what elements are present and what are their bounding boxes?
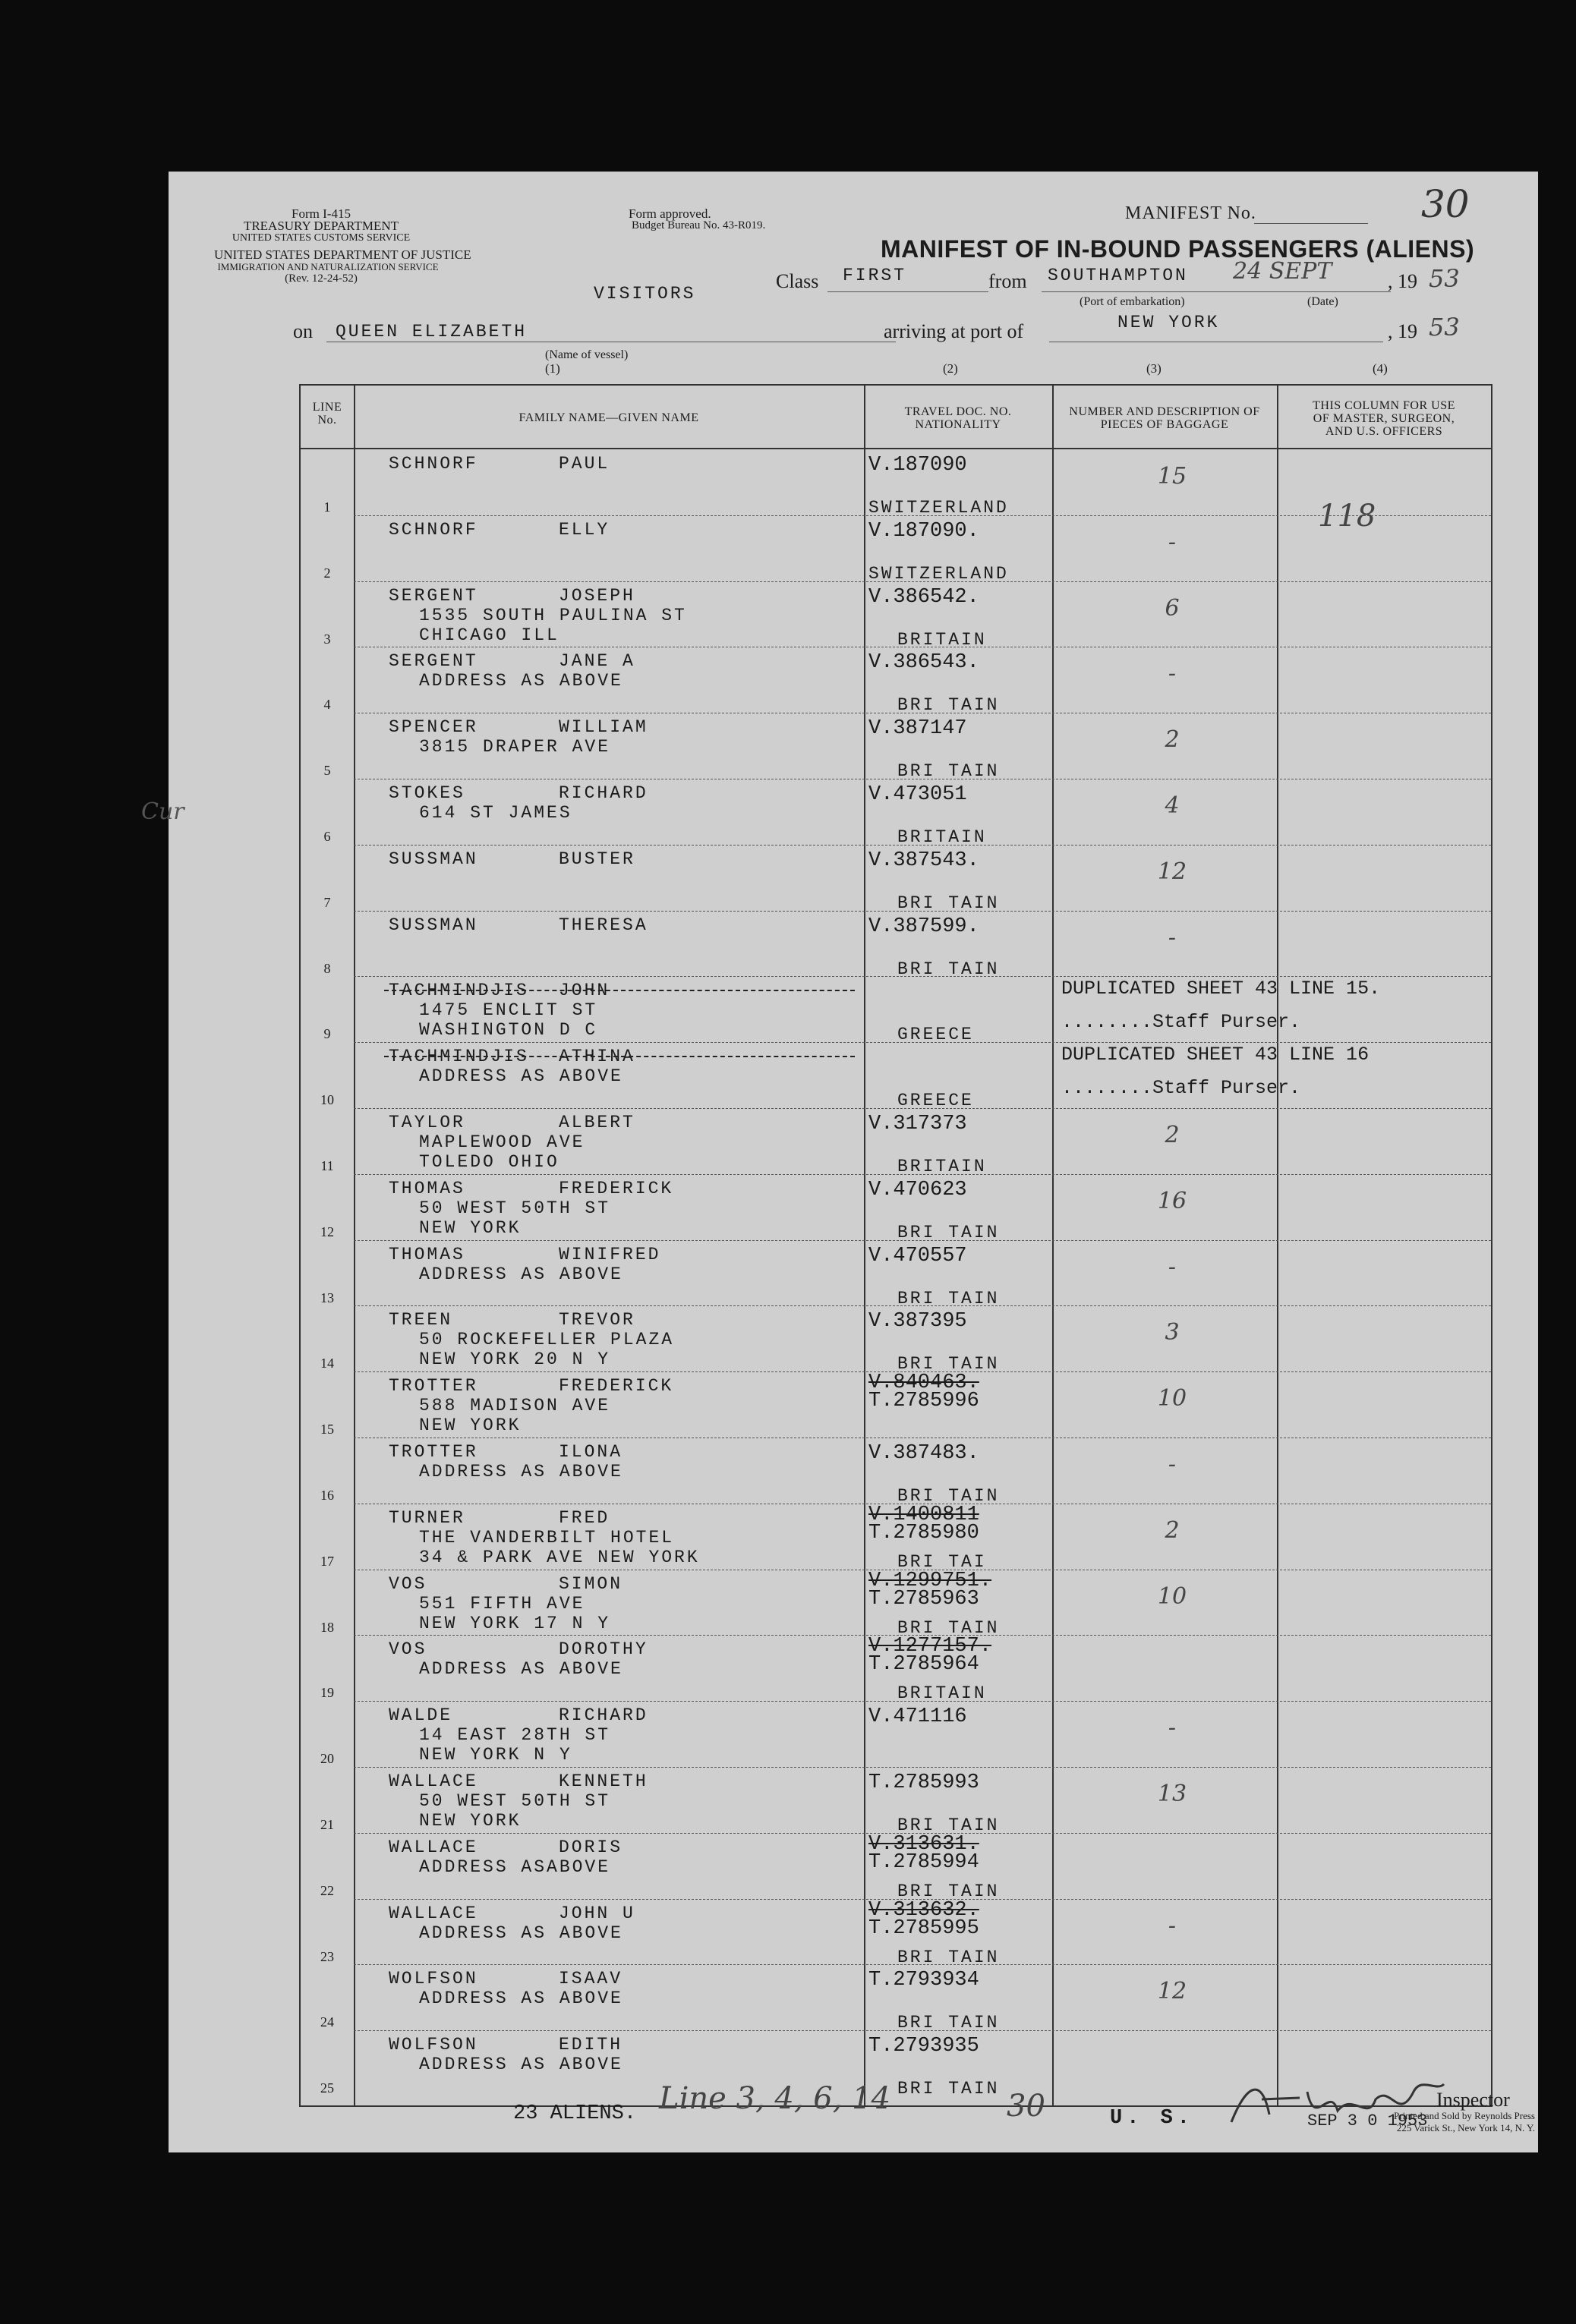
arrival-year-prefix: , 19 xyxy=(1388,320,1417,342)
dept-treasury: TREASURY DEPARTMENT xyxy=(243,219,399,233)
address-line-1: 50 ROCKEFELLER PLAZA xyxy=(419,1330,675,1350)
family-name: WOLFSON xyxy=(389,2035,478,2055)
family-name: SUSSMAN xyxy=(389,915,478,935)
given-name: BUSTER xyxy=(559,849,635,869)
nationality: BRI TAIN xyxy=(897,893,1000,913)
baggage-count: - xyxy=(1168,1912,1177,1939)
given-name: THERESA xyxy=(559,915,648,935)
line-number: 12 xyxy=(320,1223,334,1239)
address-line-1: 50 WEST 50TH ST xyxy=(419,1198,611,1218)
family-name: VOS xyxy=(389,1573,427,1594)
table-row xyxy=(301,1108,1491,1174)
travel-doc-number: T.2785964 xyxy=(868,1653,979,1677)
row-divider xyxy=(354,976,1491,977)
margin-note: Cur xyxy=(141,798,184,825)
given-name: JOHN U xyxy=(559,1903,635,1923)
form-approved: Form approved. xyxy=(629,206,711,221)
struck-doc-number: V.1299751. xyxy=(868,1569,992,1592)
travel-doc-number: V.387599. xyxy=(868,915,979,938)
baggage-count: 16 xyxy=(1157,1187,1187,1214)
arrival-port: NEW YORK xyxy=(1117,313,1220,332)
nationality: BRITAIN xyxy=(897,1157,987,1176)
family-name: WALLACE xyxy=(389,1771,478,1791)
row-divider xyxy=(354,515,1491,516)
line-number: 16 xyxy=(320,1488,334,1503)
family-name: TURNER xyxy=(389,1507,465,1528)
row-divider xyxy=(354,845,1491,846)
nationality: GREECE xyxy=(897,1091,974,1111)
header-travel-doc: TRAVEL DOC. NO. NATIONALITY xyxy=(904,405,1012,431)
family-name: SERGENT xyxy=(389,651,478,672)
line-number: 2 xyxy=(323,565,331,581)
dept-justice: UNITED STATES DEPARTMENT OF JUSTICE xyxy=(214,247,471,262)
manifest-title: MANIFEST OF IN-BOUND PASSENGERS (ALIENS) xyxy=(881,235,1475,263)
line-number: 14 xyxy=(320,1356,334,1371)
header-officers: THIS COLUMN FOR USE OF MASTER, SURGEON, AND U.S. OFFICERS xyxy=(1313,399,1455,438)
year-value: 53 xyxy=(1429,264,1460,293)
nationality: SWITZERLAND xyxy=(868,498,1009,518)
travel-doc-number: T.2785995 xyxy=(868,1916,979,1940)
vessel-caption: (Name of vessel) xyxy=(545,348,629,361)
table-row xyxy=(301,779,1491,845)
given-name: FRED xyxy=(559,1507,610,1528)
line-number: 7 xyxy=(323,894,331,910)
dept-ins: IMMIGRATION AND NATURALIZATION SERVICE xyxy=(217,261,439,272)
nationality: BRI TAIN xyxy=(897,1222,1000,1242)
arriving-label: arriving at port of xyxy=(884,320,1024,342)
nationality: BRI TAIN xyxy=(897,761,1000,782)
printer-line-2: 225 Varick St., New York 14, N. Y. xyxy=(1396,2122,1535,2133)
row-divider xyxy=(354,1767,1491,1768)
baggage-count: 15 xyxy=(1157,463,1187,490)
address-line-1: THE VANDERBILT HOTEL xyxy=(419,1527,675,1548)
address-line-1: MAPLEWOOD AVE xyxy=(419,1132,585,1152)
family-name: WOLFSON xyxy=(389,1969,478,1989)
passenger-table xyxy=(299,384,1492,2107)
table-row xyxy=(301,1767,1491,1833)
row-divider xyxy=(354,1635,1491,1636)
row-divider xyxy=(354,1701,1491,1702)
on-label: on xyxy=(293,320,313,342)
manifest-sheet xyxy=(141,172,1538,2152)
line-number: 13 xyxy=(320,1290,334,1305)
purser-note: ........Staff Purser. xyxy=(1061,1077,1301,1100)
line-number: 19 xyxy=(320,1685,334,1701)
printer-line-1: Printed and Sold by Reynolds Press xyxy=(1394,2110,1535,2121)
family-name: WALDE xyxy=(389,1705,453,1726)
address-line-1: 3815 DRAPER AVE xyxy=(419,737,611,757)
table-row xyxy=(301,581,1491,650)
table-row xyxy=(301,1570,1491,1636)
given-name: KENNETH xyxy=(559,1771,648,1791)
given-name: PAUL xyxy=(559,454,610,474)
family-name: SCHNORF xyxy=(389,519,478,540)
address-line-1: 1535 SOUTH PAULINA ST xyxy=(419,605,687,625)
family-name: STOKES xyxy=(389,783,465,803)
table-row xyxy=(301,713,1491,782)
baggage-count: - xyxy=(1168,1451,1177,1478)
line-number: 3 xyxy=(323,631,331,647)
line-number: 11 xyxy=(320,1158,334,1173)
travel-doc-number: T.2785994 xyxy=(868,1850,979,1874)
table-row xyxy=(301,1701,1491,1767)
given-name: ILONA xyxy=(559,1442,623,1462)
address-line-2: NEW YORK xyxy=(419,1217,522,1238)
table-row xyxy=(301,1305,1491,1375)
given-name: FREDERICK xyxy=(559,1376,674,1397)
given-name: EDITH xyxy=(559,2035,623,2055)
given-name: DORIS xyxy=(559,1837,623,1857)
baggage-count: 10 xyxy=(1157,1385,1187,1412)
line-number: 25 xyxy=(320,2080,334,2096)
family-name: SERGENT xyxy=(389,585,478,606)
travel-doc-number: V.473051 xyxy=(868,783,967,806)
officer-note: 118 xyxy=(1318,498,1376,534)
baggage-count: - xyxy=(1168,1715,1177,1742)
line-number: 15 xyxy=(320,1422,334,1438)
baggage-count: DUPLICATED SHEET 43 LINE 15. xyxy=(1061,978,1381,1000)
travel-doc-number: T.2785996 xyxy=(868,1390,979,1413)
date-stamp: SEP 3 0 1953 xyxy=(1307,2111,1428,2130)
nationality: GREECE xyxy=(897,1025,974,1045)
address-line-2: NEW YORK 17 N Y xyxy=(419,1613,611,1633)
port-caption: (Port of embarkation) xyxy=(1080,295,1185,308)
table-row xyxy=(301,911,1491,977)
struck-doc-number: V.313632. xyxy=(868,1898,979,1922)
table-row xyxy=(301,1964,1491,2033)
baggage-count: 3 xyxy=(1165,1319,1180,1346)
table-row xyxy=(301,845,1491,911)
table-row xyxy=(301,1438,1491,1504)
address-line-1: ADDRESS AS ABOVE xyxy=(419,1462,623,1482)
col-number-4: (4) xyxy=(1373,361,1388,376)
header-line-no: LINE No. xyxy=(312,401,342,427)
table-row xyxy=(301,1504,1491,1570)
address-line-2: TOLEDO OHIO xyxy=(419,1152,559,1172)
table-row xyxy=(301,1240,1491,1306)
baggage-count: - xyxy=(1168,660,1177,688)
address-line-2: CHICAGO ILL xyxy=(419,625,559,645)
row-divider xyxy=(354,2030,1491,2031)
line-number: 17 xyxy=(320,1553,334,1569)
handwritten-lines: Line 3, 4, 6, 14 xyxy=(659,2081,891,2116)
row-divider xyxy=(354,1108,1491,1109)
col-number-1: (1) xyxy=(545,361,560,376)
budget-bureau: Budget Bureau No. 43-R019. xyxy=(632,219,766,231)
line-number: 8 xyxy=(323,960,331,976)
row-divider xyxy=(354,1240,1491,1241)
given-name: JOHN xyxy=(559,981,610,1001)
header-baggage: NUMBER AND DESCRIPTION OF PIECES OF BAGGAGE xyxy=(1069,405,1260,431)
struck-doc-number: V.840463. xyxy=(868,1371,979,1395)
nationality: BRI TAI xyxy=(897,1551,987,1572)
travel-doc-number: V.187090 xyxy=(868,454,967,477)
family-name: SUSSMAN xyxy=(389,849,478,869)
nationality: BRI TAIN xyxy=(897,959,1000,979)
travel-doc-number: T.2793934 xyxy=(868,1969,979,1992)
given-name: ALBERT xyxy=(559,1113,635,1132)
cancel-strike xyxy=(384,1056,855,1057)
baggage-count: 2 xyxy=(1165,1122,1180,1148)
family-name: SCHNORF xyxy=(389,454,478,474)
table-row xyxy=(301,498,1491,584)
given-name: WINIFRED xyxy=(559,1244,661,1264)
given-name: SIMON xyxy=(559,1573,623,1594)
nationality: SWITZERLAND xyxy=(868,563,1009,584)
family-name: THOMAS xyxy=(389,1178,465,1198)
nationality: BRI TAIN xyxy=(897,1617,1000,1638)
address-line-1: ADDRESS AS ABOVE xyxy=(419,671,623,691)
row-divider xyxy=(354,1964,1491,1965)
baggage-count: DUPLICATED SHEET 43 LINE 16 xyxy=(1061,1044,1370,1066)
address-line-2: 34 & PARK AVE NEW YORK xyxy=(419,1547,700,1567)
struck-doc-number: V.313631. xyxy=(868,1832,979,1856)
nationality: BRI TAIN xyxy=(897,1881,1000,1901)
nationality: BRI TAIN xyxy=(897,1354,1000,1375)
family-name: TACHMINDJIS xyxy=(389,981,529,1001)
given-name: RICHARD xyxy=(559,783,648,803)
family-name: WALLACE xyxy=(389,1903,478,1923)
address-line-1: ADDRESS AS ABOVE xyxy=(419,1066,623,1087)
baggage-count: 2 xyxy=(1165,726,1180,754)
class-value: FIRST xyxy=(843,266,907,285)
line-number: 5 xyxy=(323,763,331,779)
address-line-1: ADDRESS AS ABOVE xyxy=(419,1659,623,1680)
travel-doc-number: V.386543. xyxy=(868,651,979,675)
family-name: WALLACE xyxy=(389,1837,478,1857)
table-row xyxy=(301,1174,1491,1240)
family-name: TAYLOR xyxy=(389,1113,465,1132)
form-number: Form I-415 xyxy=(292,206,351,221)
nationality: BRI TAIN xyxy=(897,2079,1000,2099)
baggage-count: - xyxy=(1168,1253,1177,1280)
given-name: ATHINA xyxy=(559,1047,635,1067)
address-line-2: NEW YORK xyxy=(419,1811,522,1831)
header-name: FAMILY NAME—GIVEN NAME xyxy=(519,411,699,424)
travel-doc-number: V.470557 xyxy=(868,1244,967,1267)
table-row xyxy=(301,1042,1491,1111)
travel-doc-number: V.187090. xyxy=(868,519,979,543)
row-divider xyxy=(354,1174,1491,1175)
given-name: WILLIAM xyxy=(559,717,648,738)
address-line-1: 551 FIFTH AVE xyxy=(419,1593,585,1614)
table-row xyxy=(301,1371,1491,1438)
given-name: RICHARD xyxy=(559,1705,648,1726)
cancel-strike xyxy=(384,990,855,991)
given-name: JOSEPH xyxy=(559,585,635,606)
purser-note: ........Staff Purser. xyxy=(1061,1011,1301,1034)
line-number: 24 xyxy=(320,2014,334,2030)
dept-customs: UNITED STATES CUSTOMS SERVICE xyxy=(232,232,411,244)
inspector-label: Inspector xyxy=(1436,2089,1510,2111)
row-divider xyxy=(354,1305,1491,1306)
line-number: 10 xyxy=(320,1092,334,1108)
line-number: 1 xyxy=(323,499,331,515)
baggage-count: - xyxy=(1168,528,1177,556)
baggage-count: 4 xyxy=(1165,792,1180,819)
family-name: TROTTER xyxy=(389,1442,478,1462)
handwritten-30: 30 xyxy=(1007,2089,1045,2124)
line-number: 20 xyxy=(320,1751,334,1767)
travel-doc-number: V.387483. xyxy=(868,1442,979,1465)
travel-doc-number: T.2785963 xyxy=(868,1587,979,1611)
baggage-count: 12 xyxy=(1157,858,1187,885)
nationality: BRI TAIN xyxy=(897,1815,1000,1835)
table-row xyxy=(301,1635,1491,1704)
date-value: 24 SEPT xyxy=(1233,258,1332,285)
travel-doc-number: V.470623 xyxy=(868,1178,967,1201)
line-number: 21 xyxy=(320,1817,334,1832)
class-label: Class xyxy=(776,270,819,292)
address-line-1: ADDRESS AS ABOVE xyxy=(419,1989,623,2009)
row-divider xyxy=(354,911,1491,912)
address-line-1: ADDRESS AS ABOVE xyxy=(419,1922,623,1943)
baggage-count: 2 xyxy=(1165,1516,1180,1544)
family-name: TACHMINDJIS xyxy=(389,1047,529,1067)
given-name: JANE A xyxy=(559,651,635,672)
travel-doc-number: T.2785993 xyxy=(868,1771,979,1794)
given-name: ISAAV xyxy=(559,1969,623,1989)
table-row xyxy=(301,1899,1491,1965)
travel-doc-number: V.386542. xyxy=(868,585,979,609)
nationality: BRI TAIN xyxy=(897,1288,1000,1308)
address-line-2: NEW YORK xyxy=(419,1415,522,1436)
manifest-no-label: MANIFEST No. xyxy=(1125,203,1256,223)
nationality: BRITAIN xyxy=(897,1683,987,1704)
vessel-name: QUEEN ELIZABETH xyxy=(336,322,528,342)
family-name: TREEN xyxy=(389,1310,453,1330)
from-label: from xyxy=(988,270,1027,292)
manifest-number: 30 xyxy=(1421,182,1470,226)
row-divider xyxy=(354,581,1491,582)
given-name: FREDERICK xyxy=(559,1178,674,1198)
given-name: DOROTHY xyxy=(559,1639,648,1660)
address-line-1: ADDRESS ASABOVE xyxy=(419,1856,611,1877)
baggage-count: 13 xyxy=(1157,1781,1187,1807)
nationality: BRI TAIN xyxy=(897,2013,1000,2033)
travel-doc-number: V.317373 xyxy=(868,1113,967,1135)
year-prefix: , 19 xyxy=(1388,270,1417,292)
address-line-1: 50 WEST 50TH ST xyxy=(419,1791,611,1811)
struck-doc-number: V.1277157. xyxy=(868,1635,992,1658)
line-number: 18 xyxy=(320,1619,334,1635)
us-label: U. S. xyxy=(1110,2107,1195,2130)
table-row xyxy=(301,976,1491,1045)
baggage-count: 12 xyxy=(1157,1978,1187,2005)
travel-doc-number: T.2793935 xyxy=(868,2035,979,2058)
row-divider xyxy=(354,1042,1491,1043)
address-line-1: ADDRESS AS ABOVE xyxy=(419,1264,623,1284)
baggage-count: 6 xyxy=(1165,594,1180,622)
nationality: BRI TAIN xyxy=(897,1947,1000,1967)
travel-doc-number: T.2785980 xyxy=(868,1521,979,1545)
row-divider xyxy=(354,1833,1491,1834)
travel-doc-number: V.387147 xyxy=(868,717,967,741)
travel-doc-number: V.387543. xyxy=(868,849,979,872)
baggage-count: - xyxy=(1168,924,1177,951)
travel-doc-number: V.471116 xyxy=(868,1705,967,1729)
family-name: SPENCER xyxy=(389,717,478,738)
row-divider xyxy=(354,1371,1491,1372)
date-caption: (Date) xyxy=(1307,295,1338,308)
address-line-1: 1475 ENCLIT ST xyxy=(419,1000,598,1021)
line-number: 23 xyxy=(320,1948,334,1964)
line-number: 6 xyxy=(323,829,331,844)
given-name: ELLY xyxy=(559,519,610,540)
line-number: 22 xyxy=(320,1882,334,1898)
address-line-1: 588 MADISON AVE xyxy=(419,1396,611,1416)
family-name: VOS xyxy=(389,1639,427,1660)
col-number-3: (3) xyxy=(1146,361,1162,376)
travel-doc-number: V.387395 xyxy=(868,1310,967,1334)
col-number-2: (2) xyxy=(943,361,958,376)
address-line-2: NEW YORK N Y xyxy=(419,1745,572,1765)
address-line-1: 14 EAST 28TH ST xyxy=(419,1725,611,1746)
line-number: 9 xyxy=(323,1026,331,1042)
aliens-count: 23 ALIENS. xyxy=(513,2102,637,2125)
row-divider xyxy=(354,1899,1491,1900)
table-row xyxy=(301,1833,1491,1899)
line-number: 4 xyxy=(323,697,331,713)
visitors-label: VISITORS xyxy=(594,284,696,304)
nationality: BRITAIN xyxy=(897,827,987,847)
address-line-1: ADDRESS AS ABOVE xyxy=(419,2055,623,2075)
baggage-count: 10 xyxy=(1157,1582,1187,1610)
nationality: BRITAIN xyxy=(897,629,987,650)
family-name: THOMAS xyxy=(389,1244,465,1264)
arrival-year: 53 xyxy=(1429,313,1460,342)
table-row xyxy=(301,647,1491,716)
family-name: TROTTER xyxy=(389,1376,478,1397)
struck-doc-number: V.1400811 xyxy=(868,1503,979,1526)
nationality: BRI TAIN xyxy=(897,1486,1000,1506)
form-revision: (Rev. 12-24-52) xyxy=(285,272,358,285)
address-line-1: 614 ST JAMES xyxy=(419,803,572,823)
port-of-embarkation: SOUTHAMPTON xyxy=(1048,266,1188,285)
given-name: TREVOR xyxy=(559,1310,635,1330)
nationality: BRI TAIN xyxy=(897,695,1000,716)
address-line-2: WASHINGTON D C xyxy=(419,1020,598,1041)
address-line-2: NEW YORK 20 N Y xyxy=(419,1349,611,1370)
